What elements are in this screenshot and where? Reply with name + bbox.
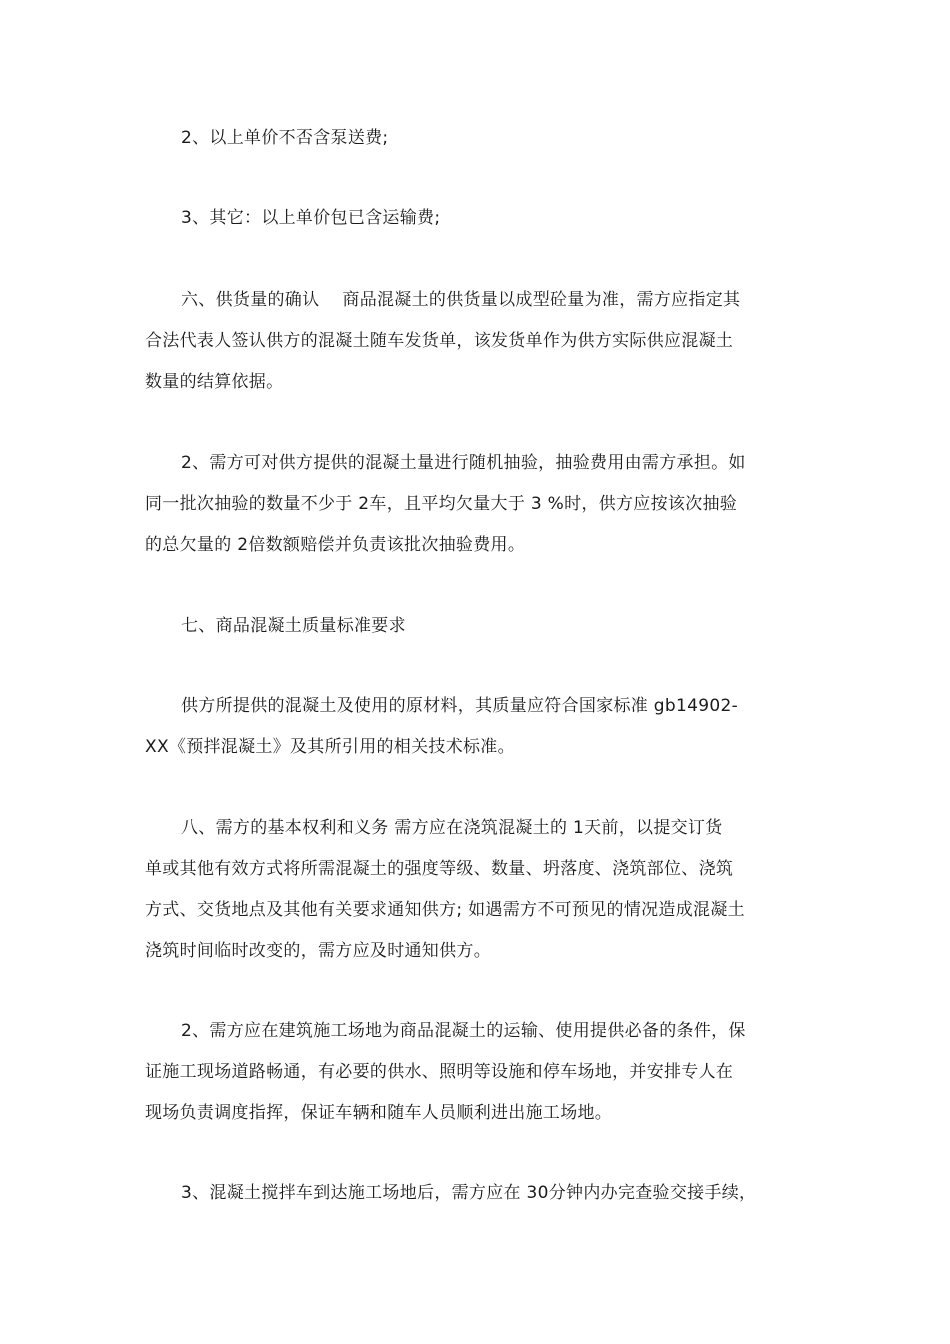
text-line: 2、需方可对供方提供的混凝土量进行随机抽验，抽验费用由需方承担。如: [181, 453, 746, 473]
text-line: 证施工现场道路畅通，有必要的供水、照明等设施和停车场地，并安排专人在: [145, 1062, 734, 1082]
text-line: 合法代表人签认供方的混凝土随车发货单，该发货单作为供方实际供应混凝土: [145, 331, 734, 351]
text-line: 八、需方的基本权利和义务 需方应在浇筑混凝土的 1天前，以提交订货: [181, 818, 723, 838]
text-line: 2、需方应在建筑施工场地为商品混凝土的运输、使用提供必备的条件，保: [181, 1021, 746, 1041]
heading-section-seven: [145, 606, 815, 647]
paragraph-mixer-arrival: [145, 1173, 815, 1214]
text-line: 供方所提供的混凝土及使用的原材料，其质量应符合国家标准 gb14902-: [181, 696, 738, 716]
paragraph-transport-fee: [145, 198, 815, 239]
paragraph-section-six: [145, 280, 815, 403]
paragraph-random-inspection: [145, 443, 815, 566]
paragraph-quality-standard: [145, 686, 815, 768]
text-line: 单或其他有效方式将所需混凝土的强度等级、数量、坍落度、浇筑部位、浇筑: [145, 859, 734, 879]
text-line: 现场负责调度指挥，保证车辆和随车人员顺利进出施工场地。: [145, 1103, 613, 1123]
text-line: 数量的结算依据。: [145, 372, 284, 392]
text-line: 方式、交货地点及其他有关要求通知供方; 如遇需方不可预见的情况造成混凝土: [145, 900, 745, 920]
paragraph-pump-fee: [145, 118, 815, 159]
text-line: 3、混凝土搅拌车到达施工场地后，需方应在 30分钟内办完查验交接手续，: [181, 1183, 757, 1203]
paragraph-section-eight: [145, 808, 815, 972]
text-line: 的总欠量的 2倍数额赔偿并负责该批次抽验费用。: [145, 535, 526, 555]
text-line: 同一批次抽验的数量不少于 2车，且平均欠量大于 3 %时，供方应按该次抽验: [145, 494, 738, 514]
text-line: 2、以上单价不否含泵送费;: [181, 128, 389, 148]
text-line: 浇筑时间临时改变的，需方应及时通知供方。: [145, 941, 491, 961]
text-line: 七、商品混凝土质量标准要求: [181, 616, 406, 636]
text-line: XX《预拌混凝土》及其所引用的相关技术标准。: [145, 737, 515, 757]
text-line: 六、供货量的确认 商品混凝土的供货量以成型砼量为准，需方应指定其: [181, 290, 741, 310]
paragraph-site-conditions: [145, 1011, 815, 1134]
text-line: 3、其它：以上单价包已含运输费;: [181, 208, 441, 228]
